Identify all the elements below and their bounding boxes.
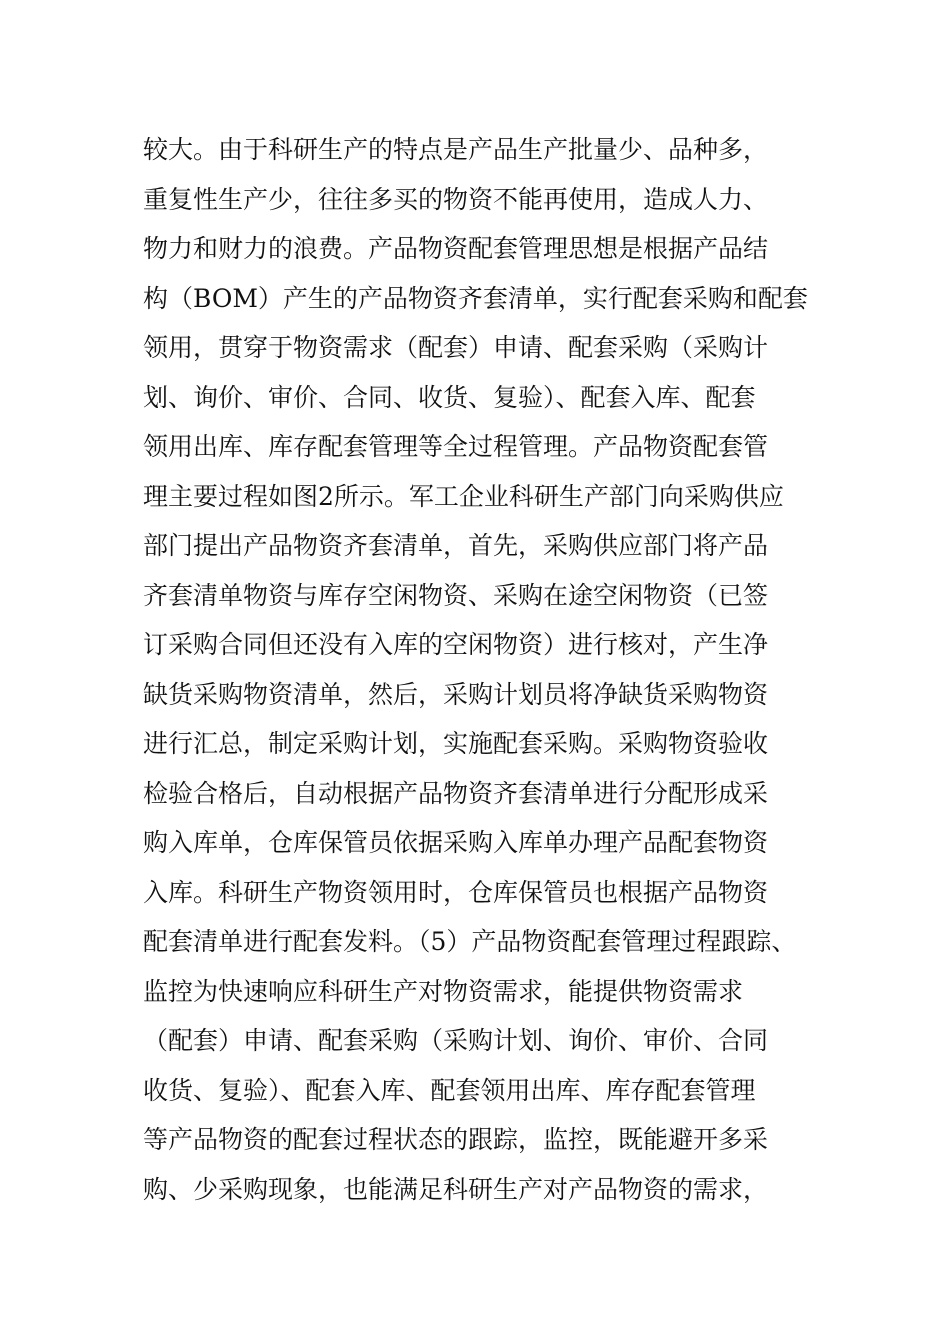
text-line: 订采购合同但还没有入库的空闲物资）进行核对，产生净 — [143, 630, 769, 659]
body-text — [143, 125, 843, 1214]
text-line: 较大。由于科研生产的特点是产品生产批量少、品种多， — [143, 135, 769, 164]
text-line: 理主要过程如图2所示。军工企业科研生产部门向采购供应 — [143, 481, 784, 511]
text-line: 齐套清单物资与库存空闲物资、采购在途空闲物资（已签 — [143, 580, 769, 610]
text-line: 购入库单，仓库保管员依据采购入库单办理产品配套物资 — [143, 828, 769, 857]
text-line: 物力和财力的浪费。产品物资配套管理思想是根据产品结 — [143, 234, 769, 263]
text-line: （配套）申请、配套采购（采购计划、询价、审价、合同 — [143, 1026, 769, 1055]
text-line: 收货、复验）、配套入库、配套领用出库、库存配套管理 — [143, 1075, 756, 1105]
text-line: 入库。科研生产物资领用时，仓库保管员也根据产品物资 — [143, 877, 769, 907]
text-line: 进行汇总，制定采购计划，实施配套采购。采购物资验收 — [143, 729, 769, 758]
text-line: 划、询价、审价、合同、收货、复验）、配套入库、配套 — [143, 382, 756, 412]
text-line: 构（BOM）产生的产品物资齐套清单，实行配套采购和配套 — [143, 283, 808, 313]
text-line: 缺货采购物资清单，然后，采购计划员将净缺货采购物资 — [143, 679, 769, 709]
text-line: 重复性生产少，往往多买的物资不能再使用，造成人力、 — [143, 184, 769, 214]
text-line: 等产品物资的配套过程状态的跟踪，监控，既能避开多采 — [143, 1125, 769, 1154]
text-line: 部门提出产品物资齐套清单，首先，采购供应部门将产品 — [143, 531, 769, 560]
text-line: 检验合格后，自动根据产品物资齐套清单进行分配形成采 — [143, 778, 769, 808]
text-line: 配套清单进行配套发料。（5）产品物资配套管理过程跟踪、 — [143, 927, 797, 956]
text-line: 监控为快速响应科研生产对物资需求，能提供物资需求 — [143, 976, 744, 1006]
text-line: 领用出库、库存配套管理等全过程管理。产品物资配套管 — [143, 432, 769, 461]
text-line: 领用，贯穿于物资需求（配套）申请、配套采购（采购计 — [143, 333, 769, 362]
text-line: 购、少采购现象，也能满足科研生产对产品物资的需求， — [143, 1174, 769, 1204]
